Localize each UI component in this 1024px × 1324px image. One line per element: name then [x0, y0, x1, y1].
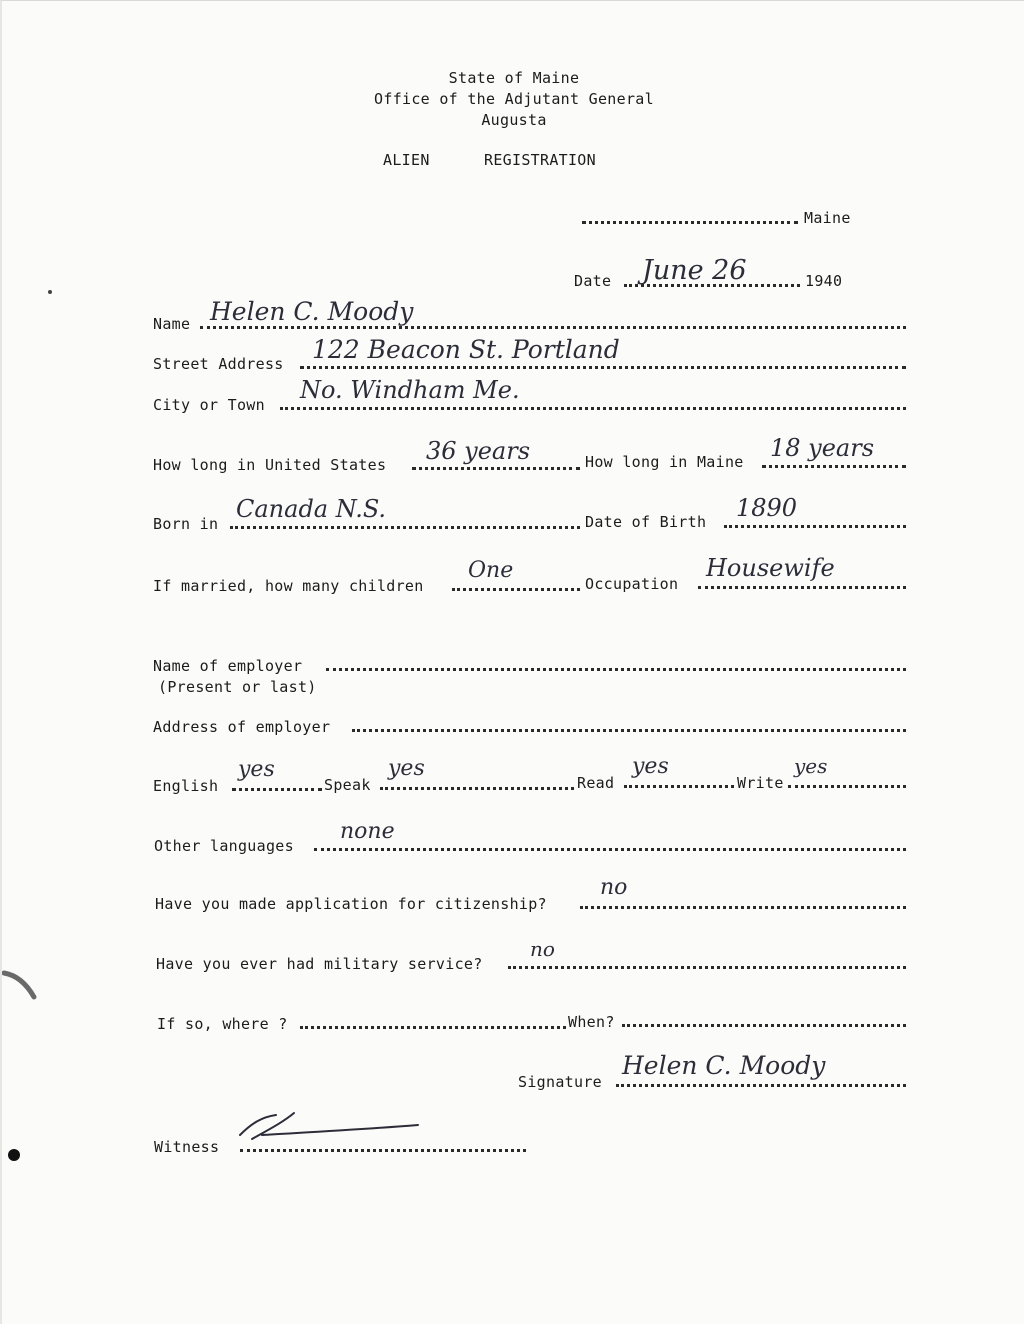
employer-dotted-line: [326, 654, 906, 671]
place-suffix: Maine: [804, 209, 851, 227]
english-handwritten: yes: [238, 757, 275, 782]
witness-scribble: [232, 1105, 422, 1151]
date-year: 1940: [805, 272, 843, 290]
born-in-handwritten: Canada N.S.: [236, 495, 387, 523]
employer-label: Name of employer: [153, 657, 303, 675]
date-label: Date: [574, 272, 612, 290]
name-label: Name: [153, 315, 191, 333]
military-label: Have you ever had military service?: [156, 955, 483, 973]
us-years-handwritten: 36 years: [426, 437, 531, 465]
citizenship-handwritten: no: [600, 875, 628, 900]
city-handwritten: No. Windham Me.: [300, 376, 520, 404]
header-office: Office of the Adjutant General: [374, 90, 654, 108]
citizenship-dotted-line: [580, 892, 906, 909]
header-city: Augusta: [481, 111, 547, 129]
born-in-label: Born in: [153, 515, 219, 533]
where-label: If so, where ?: [157, 1015, 288, 1033]
where-dotted-line: [300, 1012, 566, 1029]
punch-hole-mark: [8, 1149, 20, 1161]
witness-label: Witness: [154, 1138, 220, 1156]
occupation-label: Occupation: [585, 575, 679, 593]
military-dotted-line: [508, 952, 906, 969]
form-title-registration: REGISTRATION: [484, 151, 596, 169]
speak-handwritten: yes: [388, 756, 425, 781]
place-dotted-line: [582, 207, 798, 224]
name-handwritten: Helen C. Moody: [210, 297, 414, 326]
speck: [48, 290, 52, 294]
birth-date-label: Date of Birth: [585, 513, 707, 531]
city-label: City or Town: [153, 396, 265, 414]
employer-sublabel: (Present or last): [158, 678, 317, 696]
read-handwritten: yes: [632, 754, 669, 779]
write-handwritten: yes: [794, 754, 828, 778]
street-label: Street Address: [153, 355, 284, 373]
edge-smudge: [2, 967, 42, 1007]
english-label: English: [153, 777, 219, 795]
signature-label: Signature: [518, 1073, 602, 1091]
date-handwritten: June 26: [642, 255, 747, 286]
employer-address-label: Address of employer: [153, 718, 331, 736]
us-years-label: How long in United States: [153, 456, 387, 474]
read-label: Read: [577, 774, 615, 792]
street-handwritten: 122 Beacon St. Portland: [312, 335, 620, 364]
occupation-handwritten: Housewife: [706, 554, 835, 582]
maine-years-label: How long in Maine: [585, 453, 744, 471]
children-handwritten: One: [468, 558, 514, 583]
form-title-alien: ALIEN: [383, 151, 430, 169]
header-state: State of Maine: [448, 69, 580, 87]
citizenship-label: Have you made application for citizenship?: [155, 895, 547, 913]
employer-address-dotted-line: [352, 715, 906, 732]
other-languages-dotted-line: [314, 834, 906, 851]
birth-date-handwritten: 1890: [736, 494, 798, 522]
maine-years-handwritten: 18 years: [770, 434, 875, 462]
speak-label: Speak: [324, 776, 371, 794]
other-languages-label: Other languages: [154, 837, 294, 855]
military-handwritten: no: [530, 937, 555, 961]
when-dotted-line: [622, 1010, 906, 1027]
children-label: If married, how many children: [153, 577, 424, 595]
signature-handwritten: Helen C. Moody: [622, 1051, 826, 1080]
other-languages-handwritten: none: [340, 819, 395, 844]
when-label: When?: [568, 1013, 615, 1031]
write-label: Write: [737, 774, 784, 792]
